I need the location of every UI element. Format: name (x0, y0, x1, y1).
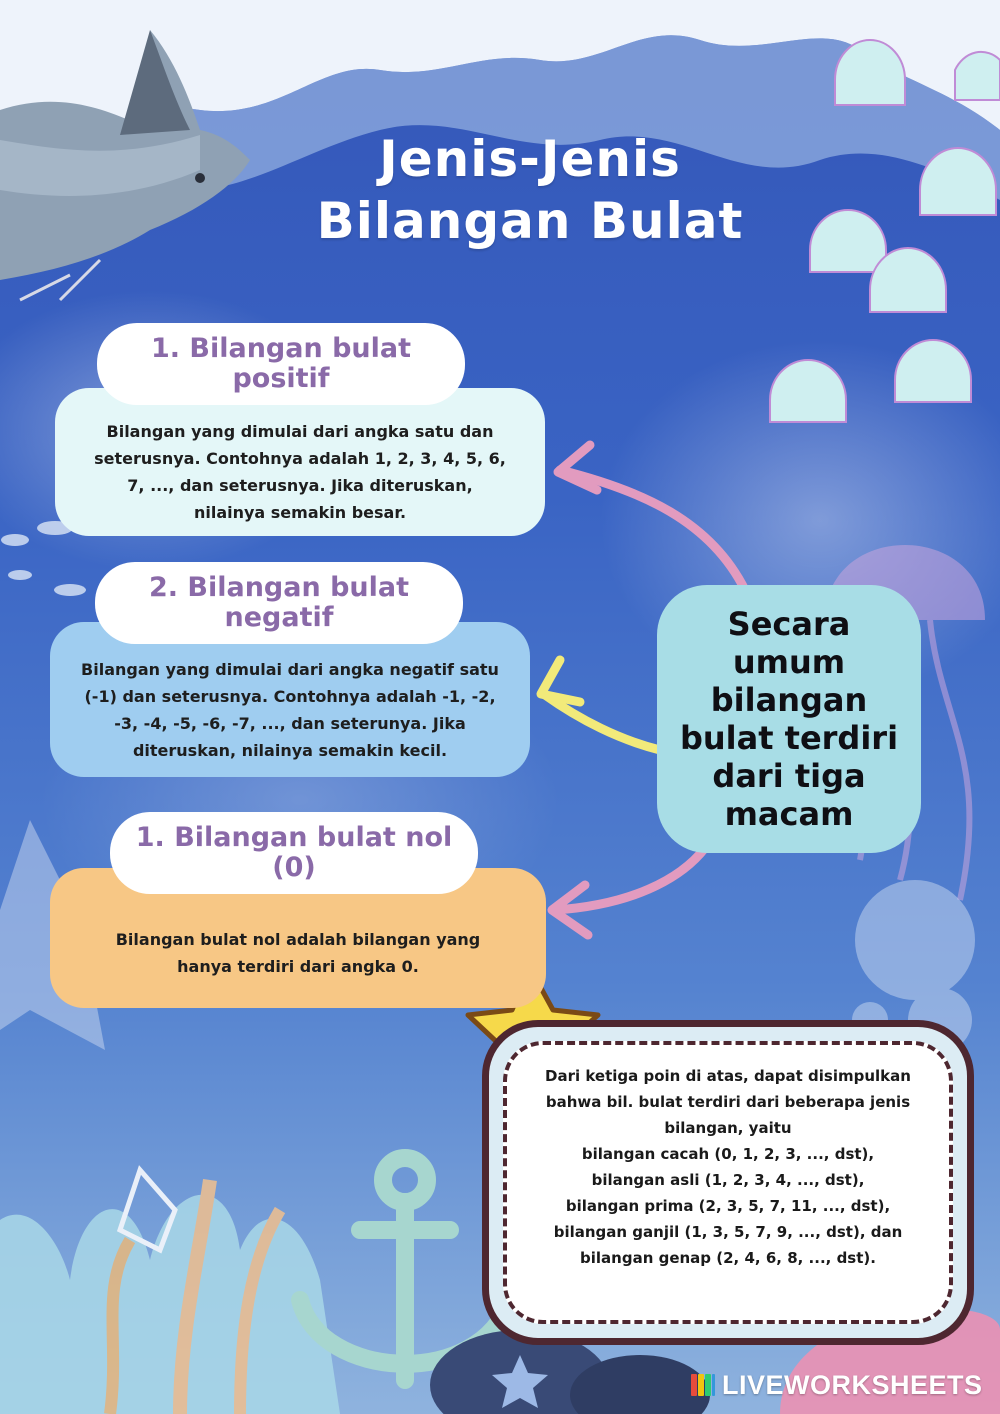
conclusion-line: bilangan, yaitu (664, 1119, 792, 1137)
liveworksheets-logo-text: LIVEWORKSHEETS (722, 1369, 983, 1400)
center-summary-box (657, 585, 921, 853)
conclusion-line: bilangan asli (1, 2, 3, 4, ..., dst), (591, 1171, 865, 1189)
title-line-2: Bilangan Bulat (316, 192, 744, 250)
positive-description: Bilangan yang dimulai dari angka satu dan seterusnya. Contohnya adalah 1, 2, 3, 4, 5, 6, 7, ..., dan seterusnya. Jika diteruskan, nilainya semakin besar. (94, 422, 506, 522)
center-text: Secara umum bilangan bulat terdiri dari tiga macam (679, 605, 899, 833)
conclusion-line: bahwa bil. bulat terdiri dari beberapa jenis (545, 1093, 911, 1111)
positive-card (55, 388, 545, 536)
conclusion-line: bilangan ganjil (1, 3, 5, 7, 9, ..., dst), dan (553, 1223, 903, 1241)
negative-heading-pill (95, 562, 463, 644)
negative-description: Bilangan yang dimulai dari angka negatif satu (-1) dan seterusnya. Contohnya adalah -1, -2, -3, -4, -5, -6, -7, ..., dan seterunya. Jika diteruskan, nilainya semakin kecil. (81, 659, 499, 760)
positive-heading-pill (97, 323, 465, 405)
title-line-1: Jenis-Jenis (379, 130, 681, 188)
positive-heading: 1. Bilangan bulat positif (150, 333, 412, 394)
conclusion-box (482, 1020, 974, 1345)
conclusion-text (519, 1063, 937, 1271)
liveworksheets-logo[interactable] (690, 1368, 990, 1402)
conclusion-line: Dari ketiga poin di atas, dapat disimpulkan (545, 1067, 911, 1085)
conclusion-line: bilangan prima (2, 3, 5, 7, 11, ..., dst), (565, 1197, 891, 1215)
liveworksheets-logo-icon (690, 1372, 716, 1398)
negative-heading: 2. Bilangan bulat negatif (148, 572, 410, 633)
zero-heading: 1. Bilangan bulat nol (0) (135, 822, 453, 883)
page-title (250, 128, 810, 252)
zero-description: Bilangan bulat nol adalah bilangan yang hanya terdiri dari angka 0. (115, 930, 481, 976)
conclusion-line: bilangan cacah (0, 1, 2, 3, ..., dst), (581, 1145, 875, 1163)
zero-heading-pill (110, 812, 478, 894)
negative-card (50, 622, 530, 777)
conclusion-line: bilangan genap (2, 4, 6, 8, ..., dst). (580, 1249, 876, 1267)
